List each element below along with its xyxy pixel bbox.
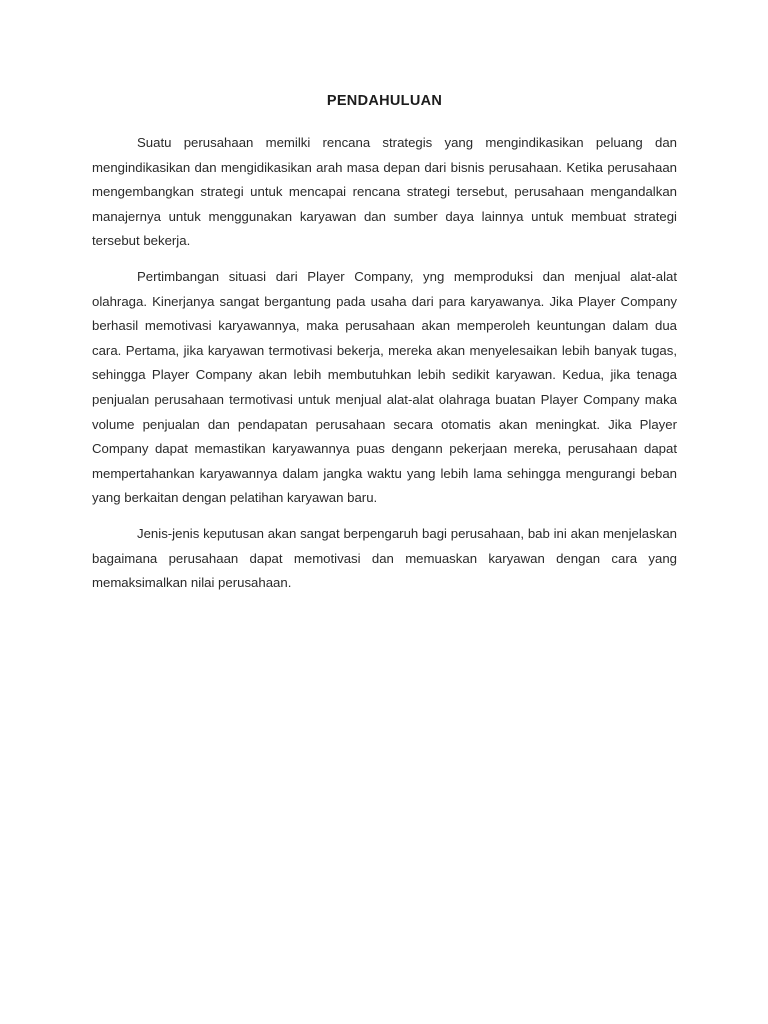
document-body bbox=[92, 93, 677, 607]
paragraph-1: Suatu perusahaan memilki rencana strategis yang mengindikasikan peluang dan mengindikasikan dan mengidikasikan arah masa depan dari bisnis perusahaan. Ketika perusahaan mengembangkan strategi untuk mencapai rencana strategi tersebut, perusahaan mengandalkan manajernya untuk menggunakan karyawan dan sumber daya lainnya untuk membuat strategi tersebut bekerja. bbox=[92, 135, 677, 249]
paragraph-2: Pertimbangan situasi dari Player Company, yng memproduksi dan menjual alat-alat olahraga. Kinerjanya sangat bergantung pada usaha dari para karyawanya. Jika Player Company berhasil memotivasi karyawannya, maka perusahaan akan memperoleh keuntungan dalam dua cara. Pertama, jika karyawan termotivasi bekerja, mereka akan menyelesaikan lebih banyak tugas, sehingga Player Company akan lebih membutuhkan lebih sedikit karyawan. Kedua, jika tenaga penjualan perusahaan termotivasi untuk menjual alat-alat olahraga buatan Player Company maka volume penjualan dan pendapatan perusahaan secara otomatis akan meningkat. Jika Player Company dapat memastikan karyawannya puas dengann pekerjaan mereka, perusahaan dapat mempertahankan karyawannya dalam jangka waktu yang lebih lama sehingga mengurangi beban yang berkaitan dengan pelatihan karyawan baru. bbox=[92, 268, 677, 506]
paragraph-3: Jenis-jenis keputusan akan sangat berpengaruh bagi perusahaan, bab ini akan menjelaskan bagaimana perusahaan dapat memotivasi dan memuaskan karyawan dengan cara yang memaksimalkan nilai perusahaan. bbox=[92, 525, 677, 591]
page-title: PENDAHULUAN bbox=[326, 93, 443, 109]
